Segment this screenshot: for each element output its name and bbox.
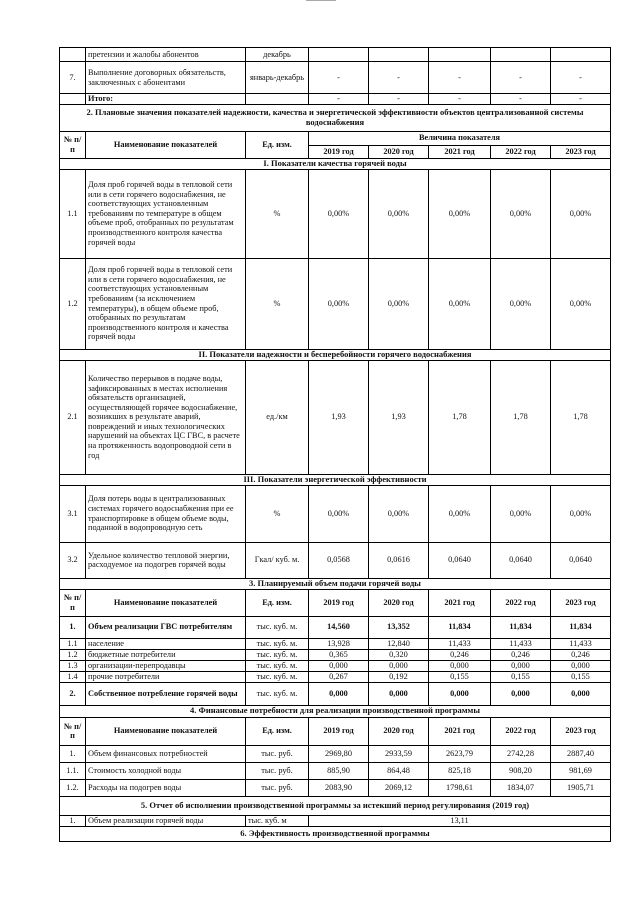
row-name: Расходы на подогрев воды xyxy=(86,779,246,796)
row-value: 0,0616 xyxy=(369,542,429,578)
row-value: 0,00% xyxy=(551,485,611,542)
row-unit: тыс. куб. м. xyxy=(246,616,309,638)
total-label: Итого: xyxy=(86,94,246,105)
row-value: 2933,59 xyxy=(369,745,429,762)
total-row xyxy=(60,94,611,105)
row-value: 2742,28 xyxy=(491,745,551,762)
header-values-title: Величина показателя xyxy=(309,131,611,145)
row-value: 0,000 xyxy=(429,682,491,705)
group-title-row xyxy=(60,349,611,360)
table-row xyxy=(60,815,611,826)
header-year: 2022 год xyxy=(491,589,551,616)
row-num: 1. xyxy=(60,745,86,762)
group-3-title: III. Показатели энергетической эффективности xyxy=(60,474,611,485)
row-unit: тыс. куб. м. xyxy=(246,649,309,660)
row-value: 2069,12 xyxy=(369,779,429,796)
table-row xyxy=(60,542,611,578)
row-unit: тыс. куб. м. xyxy=(246,638,309,649)
table-row xyxy=(60,638,611,649)
header-name: Наименование показателей xyxy=(86,589,246,616)
row-unit: тыс. руб. xyxy=(246,762,309,779)
row-num: 1. xyxy=(60,815,86,826)
row-value: 0,00% xyxy=(491,485,551,542)
row-unit: тыс. куб. м xyxy=(246,815,309,826)
row-value: 0,246 xyxy=(429,649,491,660)
header-year: 2020 год xyxy=(369,589,429,616)
row-value: 1,78 xyxy=(551,360,611,474)
row-num: 1.4 xyxy=(60,671,86,682)
header-num: № п/п xyxy=(60,589,86,616)
header-year: 2022 год xyxy=(491,717,551,745)
table-row xyxy=(60,660,611,671)
row-name: Доля проб горячей воды в тепловой сети или в сети горячего водоснабжения, не соответствующих установленным требованиям по температуре в общем объеме проб, отобранных по результатам производственного контроля качества горячей воды xyxy=(86,169,246,258)
row-value: 12,840 xyxy=(369,638,429,649)
row-value: 0,00% xyxy=(551,258,611,349)
group-title-row xyxy=(60,474,611,485)
row-value: 2623,79 xyxy=(429,745,491,762)
row-value: 1905,71 xyxy=(551,779,611,796)
program-table xyxy=(59,47,611,842)
row-value: 0,267 xyxy=(309,671,369,682)
section-title-row xyxy=(60,578,611,589)
row-value: 11,433 xyxy=(429,638,491,649)
row-value: - xyxy=(309,94,369,105)
row-name: Доля проб горячей воды в тепловой сети или в сети горячего водоснабжения, не соответствующих установленным требованиям (за исключением температуры), в общем объеме проб, отобранных по результатам производственного контроля и качества горячей воды xyxy=(86,258,246,349)
row-value: 0,000 xyxy=(309,682,369,705)
header-year: 2023 год xyxy=(551,717,611,745)
table-row xyxy=(60,616,611,638)
row-num: 2.1 xyxy=(60,360,86,474)
table-row xyxy=(60,671,611,682)
table-row xyxy=(60,485,611,542)
row-name: бюджетные потребители xyxy=(86,649,246,660)
header-row xyxy=(60,131,611,145)
row-value: 13,352 xyxy=(369,616,429,638)
header-num: № п/п xyxy=(60,717,86,745)
table-row xyxy=(60,48,611,62)
row-value: 0,000 xyxy=(551,682,611,705)
header-row xyxy=(60,589,611,616)
row-num: 1. xyxy=(60,616,86,638)
row-name: претензии и жалобы абонентов xyxy=(86,48,246,62)
row-value: 0,00% xyxy=(491,258,551,349)
header-year: 2019 год xyxy=(309,145,369,158)
table-row xyxy=(60,762,611,779)
row-num: 1.2. xyxy=(60,779,86,796)
row-value: 0,000 xyxy=(369,682,429,705)
page-top-mark xyxy=(306,0,336,4)
row-num: 1.1. xyxy=(60,762,86,779)
row-value: 11,433 xyxy=(551,638,611,649)
row-unit: тыс. руб. xyxy=(246,779,309,796)
row-value: - xyxy=(551,62,611,94)
header-num: № п/п xyxy=(60,131,86,158)
row-value: 0,0640 xyxy=(429,542,491,578)
table-row xyxy=(60,169,611,258)
row-value: - xyxy=(429,94,491,105)
row-unit: тыс. куб. м. xyxy=(246,660,309,671)
row-name: Доля потерь воды в централизованных системах горячего водоснабжения при ее транспортировке в общем объеме воды, поданной в водопроводную сеть xyxy=(86,485,246,542)
group-2-title: II. Показатели надежности и бесперебойности горячего водоснабжения xyxy=(60,349,611,360)
row-value: 1798,61 xyxy=(429,779,491,796)
row-period: январь-декабрь xyxy=(246,62,309,94)
section-3-title: 3. Планируемый объем подачи горячей воды xyxy=(60,578,611,589)
row-value: 0,00% xyxy=(369,485,429,542)
row-name: Объем реализации горячей воды xyxy=(86,815,246,826)
row-unit: тыс. куб. м. xyxy=(246,682,309,705)
table-row xyxy=(60,360,611,474)
table-row xyxy=(60,62,611,94)
row-unit: ед./км xyxy=(246,360,309,474)
section-5-title: 5. Отчет об исполнении производственной программы за истекший период регулирования (2019 год) xyxy=(60,796,611,815)
header-unit: Ед. изм. xyxy=(246,589,309,616)
row-value: 0,0568 xyxy=(309,542,369,578)
row-value: 0,155 xyxy=(429,671,491,682)
row-value: 0,320 xyxy=(369,649,429,660)
row-value: - xyxy=(491,62,551,94)
row-value: 0,00% xyxy=(369,169,429,258)
header-year: 2020 год xyxy=(369,717,429,745)
row-name: Объем финансовых потребностей xyxy=(86,745,246,762)
group-1-title: I. Показатели качества горячей воды xyxy=(60,158,611,169)
table-row xyxy=(60,258,611,349)
header-unit: Ед. изм. xyxy=(246,717,309,745)
row-value: 0,0640 xyxy=(551,542,611,578)
row-value: 13,11 xyxy=(309,815,611,826)
row-unit: тыс. куб. м. xyxy=(246,671,309,682)
section-title-row xyxy=(60,104,611,131)
section-title-row xyxy=(60,796,611,815)
row-name: Количество перерывов в подаче воды, зафиксированных в местах исполнения обязательств организацией, осуществляющей горячее водоснабжение, возникших в результате аварий, повреждений и иных технологических нарушений на объектах ЦС ГВС, в расчете на протяженность водопроводной сети в год xyxy=(86,360,246,474)
row-value: 1834,07 xyxy=(491,779,551,796)
section-4-title: 4. Финансовые потребности для реализации производственной программы xyxy=(60,705,611,717)
section-2-title: 2. Плановые значения показателей надежности, качества и энергетической эффективности объектов централизованной системы водоснабжения xyxy=(60,104,611,131)
row-value: 1,93 xyxy=(369,360,429,474)
row-num: 3.2 xyxy=(60,542,86,578)
row-value: 981,69 xyxy=(551,762,611,779)
row-name: Объем реализации ГВС потребителям xyxy=(86,616,246,638)
row-value: 11,834 xyxy=(491,616,551,638)
row-value: - xyxy=(369,62,429,94)
row-value: 1,78 xyxy=(429,360,491,474)
row-unit: % xyxy=(246,169,309,258)
row-value: - xyxy=(491,94,551,105)
section-6-title: 6. Эффективность производственной программы xyxy=(60,826,611,841)
row-num xyxy=(60,48,86,62)
header-year: 2020 год xyxy=(369,145,429,158)
row-value: 2083,90 xyxy=(309,779,369,796)
header-name: Наименование показателей xyxy=(86,717,246,745)
row-value: 0,00% xyxy=(309,485,369,542)
row-value: 0,00% xyxy=(369,258,429,349)
row-value: 11,834 xyxy=(429,616,491,638)
row-value: 908,20 xyxy=(491,762,551,779)
row-value: 0,000 xyxy=(309,660,369,671)
group-title-row xyxy=(60,158,611,169)
table-row xyxy=(60,649,611,660)
row-value: - xyxy=(551,94,611,105)
row-value: 0,00% xyxy=(429,169,491,258)
row-value: 0,155 xyxy=(551,671,611,682)
row-unit: % xyxy=(246,485,309,542)
row-unit: Гкал/ куб. м. xyxy=(246,542,309,578)
row-unit: % xyxy=(246,258,309,349)
row-value: 864,48 xyxy=(369,762,429,779)
header-year: 2021 год xyxy=(429,145,491,158)
row-unit: тыс. руб. xyxy=(246,745,309,762)
header-year: 2021 год xyxy=(429,589,491,616)
table-row xyxy=(60,745,611,762)
table-row xyxy=(60,779,611,796)
row-value: 2969,80 xyxy=(309,745,369,762)
row-value: 13,928 xyxy=(309,638,369,649)
row-value: 885,90 xyxy=(309,762,369,779)
row-value: 11,834 xyxy=(551,616,611,638)
row-name: прочие потребители xyxy=(86,671,246,682)
header-row xyxy=(60,717,611,745)
row-value: 0,155 xyxy=(491,671,551,682)
row-value: 0,00% xyxy=(429,258,491,349)
row-value: 0,000 xyxy=(491,682,551,705)
row-value: 2887,40 xyxy=(551,745,611,762)
table-row xyxy=(60,682,611,705)
row-num: 1.2 xyxy=(60,258,86,349)
row-value: 1,78 xyxy=(491,360,551,474)
row-name: Стоимость холодной воды xyxy=(86,762,246,779)
row-value: - xyxy=(369,94,429,105)
header-year: 2021 год xyxy=(429,717,491,745)
row-num: 1.1 xyxy=(60,638,86,649)
row-value: 0,000 xyxy=(429,660,491,671)
header-year: 2019 год xyxy=(309,589,369,616)
row-value: 14,560 xyxy=(309,616,369,638)
header-year: 2022 год xyxy=(491,145,551,158)
row-num: 7. xyxy=(60,62,86,94)
header-year: 2019 год xyxy=(309,717,369,745)
row-value: 0,00% xyxy=(309,169,369,258)
row-num: 1.2 xyxy=(60,649,86,660)
row-name: Выполнение договорных обязательств, заключенных с абонентами xyxy=(86,62,246,94)
row-value: - xyxy=(429,62,491,94)
row-period: декабрь xyxy=(246,48,309,62)
row-value: 0,00% xyxy=(429,485,491,542)
row-value: 1,93 xyxy=(309,360,369,474)
row-name: организации-перепродавцы xyxy=(86,660,246,671)
row-value: 0,192 xyxy=(369,671,429,682)
row-value: 0,00% xyxy=(491,169,551,258)
row-name: Собственное потребление горячей воды xyxy=(86,682,246,705)
row-name: население xyxy=(86,638,246,649)
row-value: 825,18 xyxy=(429,762,491,779)
row-value: 11,433 xyxy=(491,638,551,649)
row-num: 1.3 xyxy=(60,660,86,671)
row-num: 3.1 xyxy=(60,485,86,542)
header-year: 2023 год xyxy=(551,145,611,158)
row-value: 0,000 xyxy=(369,660,429,671)
row-value: 0,246 xyxy=(551,649,611,660)
row-value: - xyxy=(309,62,369,94)
section-title-row xyxy=(60,705,611,717)
row-value: 0,246 xyxy=(491,649,551,660)
header-year: 2023 год xyxy=(551,589,611,616)
header-unit: Ед. изм. xyxy=(246,131,309,158)
row-num: 1.1 xyxy=(60,169,86,258)
row-value: 0,00% xyxy=(551,169,611,258)
row-name: Удельное количество тепловой энергии, расходуемое на подогрев горячей воды xyxy=(86,542,246,578)
row-value: 0,000 xyxy=(551,660,611,671)
section-title-row xyxy=(60,826,611,841)
row-value: 0,000 xyxy=(491,660,551,671)
row-num: 2. xyxy=(60,682,86,705)
row-value: 0,00% xyxy=(309,258,369,349)
row-value: 0,0640 xyxy=(491,542,551,578)
header-name: Наименование показателей xyxy=(86,131,246,158)
row-value: 0,365 xyxy=(309,649,369,660)
